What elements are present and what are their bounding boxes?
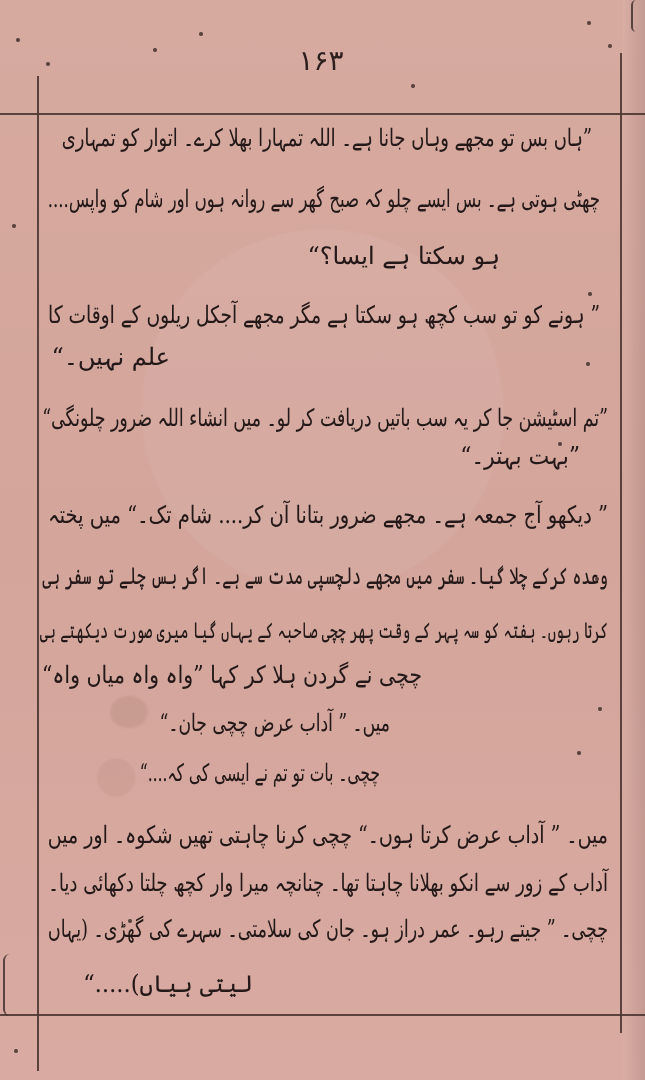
page-number: ۱۶۳ xyxy=(298,44,344,77)
ink-dot xyxy=(14,1049,18,1053)
urdu-text-block xyxy=(39,123,609,998)
ink-dot xyxy=(608,44,612,48)
text-line: لیتی ہیاں).....“ xyxy=(83,970,254,998)
text-line: چچی۔ بات تو تم نے ایسی کی کہ....“ xyxy=(139,759,380,787)
ink-dot xyxy=(411,84,415,88)
text-line: میں۔ ” آداب عرض چچی جان۔“ xyxy=(159,709,390,737)
text-line: ” ہونے کو تو سب کچھ ہو سکتا ہے مگر مجھے آجکل ریلوں کے اوقات کا xyxy=(48,301,601,329)
text-line: چچی نے گردن ہلا کر کہا ”واہ واہ میاں واہ“ xyxy=(41,661,422,689)
text-line: کرتا رہوں۔ ہفتہ کو سہ پہر کے وقت پھر چچی صاحبہ کے یہاں گیا میری صورت دیکھتے ہی xyxy=(39,619,609,644)
ink-dot xyxy=(46,62,50,66)
text-line: چچی۔ ” جیتے رہو۔ عمر دراز ہو۔ جان کی سلامتی۔ سہرے کی گھڑی۔ (یہاں xyxy=(47,915,608,943)
margin-ink-mark xyxy=(631,0,641,32)
text-line: ”ہاں بس تو مجھے وہاں جانا ہے۔ اللہ تمہارا بھلا کرے۔ اتوار کو تمہاری xyxy=(61,124,592,152)
margin-ink-mark xyxy=(3,954,17,1016)
text-line: ”بہت بہتر۔“ xyxy=(460,442,580,470)
bottom-rule-line xyxy=(0,1014,645,1016)
text-line: علم نہیں۔“ xyxy=(51,343,170,371)
ink-dot xyxy=(16,38,20,42)
right-margin-rule xyxy=(620,53,622,1033)
text-line: ”تم اسٹیشن جا کر یہ سب باتیں دریافت کر لو۔ میں انشاء اللہ ضرور چلونگی“ xyxy=(42,404,608,432)
ink-dot xyxy=(12,224,16,228)
top-rule-line xyxy=(0,113,645,115)
text-line: وعدہ کرکے چلا گیا۔ سفر میں مجھے دلچسپی مدت سے ہے۔ اگر بس چلے تو سفر ہی xyxy=(42,562,609,590)
ink-dot xyxy=(153,48,157,52)
left-margin-rule xyxy=(37,76,39,1071)
text-line: آداب کے زور سے انکو بھلانا چاہتا تھا۔ چنانچہ میرا وار کچھ چلتا دکھائی دیا۔ xyxy=(48,869,609,897)
text-line: چھٹی ہوتی ہے۔ بس ایسے چلو کہ صبح گھر سے روانہ ہوں اور شام کو واپس.... xyxy=(47,185,600,213)
text-line: ہو سکتا ہے ایسا؟“ xyxy=(307,242,500,270)
page-edge-shadow xyxy=(623,0,645,1080)
ink-dot xyxy=(587,21,591,25)
text-line: ” دیکھو آج جمعہ ہے۔ مجھے ضرور بتانا آن کر.... شام تک۔“ میں پختہ xyxy=(48,501,609,529)
ink-dot xyxy=(199,32,203,36)
text-line: میں۔ ” آداب عرض کرتا ہوں۔“ چچی کرنا چاہتی تھیں شکوہ۔ اور میں xyxy=(47,821,609,849)
